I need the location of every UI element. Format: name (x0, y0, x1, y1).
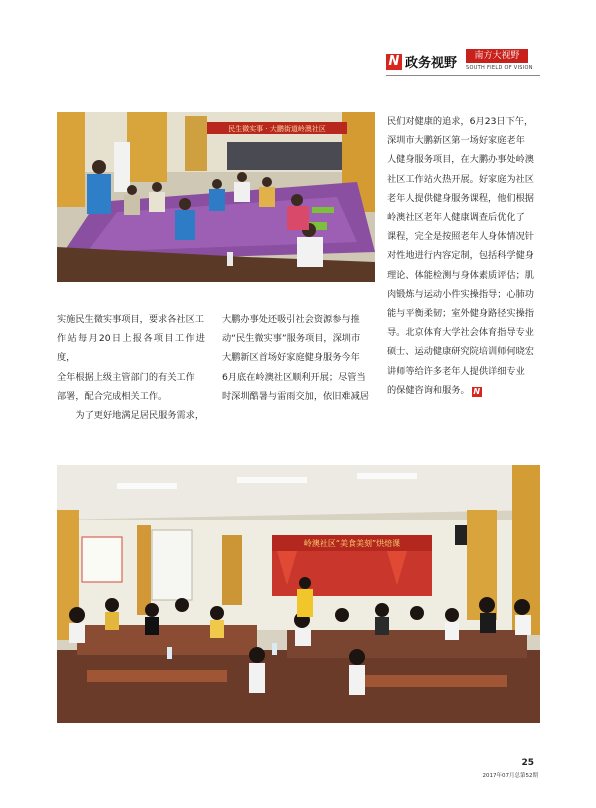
text-line: 深圳市大鹏新区第一场好家庭老年 (387, 135, 525, 147)
text-line: 硕士、运动健康研究院培训师何晓宏 (387, 346, 534, 358)
text-line: 理论、体能检测与身体素质评估；肌 (387, 269, 534, 281)
magazine-logo-icon: N (386, 54, 402, 70)
brand-name: 南方大视野 (466, 49, 528, 63)
text-line: 岭澳社区老年人健康调查后优化了 (387, 212, 525, 224)
text-line: 时深圳酷暑与雷雨交加，依旧难减居 (222, 390, 369, 402)
fitness-class-photo (57, 112, 375, 282)
page-number: 25 (521, 758, 534, 768)
text-line: 6月底在岭澳社区顺利开展；尽管当 (222, 371, 366, 383)
baking-class-photo (57, 465, 540, 723)
text-line: 社区工作站火热开展。好家庭为社区 (387, 173, 534, 185)
text-line: 讲师等给许多老年人提供详细专业 (387, 365, 525, 377)
text-line: 大鹏办事处还吸引社会资源参与推 (222, 314, 360, 325)
text-line: 动“民生微实事”服务项目，深圳市 (222, 333, 361, 345)
text-line: 为了更好地满足居民服务需求， (75, 410, 205, 422)
photo-top-banner: 民生微实事 · 大鹏街道岭澳社区 (228, 125, 326, 133)
section-title: 政务视野 (405, 56, 458, 71)
article-end-mark-icon: N (473, 386, 481, 396)
text-line: 导。北京体育大学社会体育指导专业 (387, 327, 534, 339)
photo-bottom-banner: 岭澳社区“美食美刻”烘焙课 (303, 539, 401, 548)
text-line: 实施民生微实事项目，要求各社区工 (57, 314, 204, 325)
text-line: 肉锻炼与运动小件实操指导；心肺功 (387, 288, 534, 300)
body-column-2 (222, 310, 372, 406)
header-divider (386, 75, 540, 76)
text-line: 能与平衡柔韧；室外健身路径实操指 (387, 308, 534, 320)
text-line (387, 381, 540, 400)
text-line: 民们对健康的追求，6月23日下午， (387, 116, 534, 127)
text-line: 课程，完全是按照老年人身体情况针 (387, 231, 534, 243)
text-line: 对性地进行内容定制，包括科学健身 (387, 250, 534, 262)
text-line: 人健身服务项目，在大鹏办事处岭澳 (387, 154, 534, 166)
text-line: 大鹏新区首场好家庭健身服务今年 (222, 352, 360, 364)
body-column-1 (57, 310, 205, 425)
text-line-final: 的保健咨询和服务。 (387, 384, 470, 396)
brand-subtitle: SOUTH FIELD OF VISION (466, 65, 533, 71)
text-line: 部署，配合完成相关工作。 (57, 390, 168, 402)
text-line: 老年人提供健身服务课程，他们根据 (387, 192, 534, 204)
issue-label: 2017年07月总第52期 (482, 773, 538, 779)
text-line: 全年根据上级主管部门的有关工作 (57, 371, 195, 383)
text-line: 作站每月20日上报各项目工作进度， (57, 333, 205, 364)
body-column-3 (387, 112, 540, 400)
